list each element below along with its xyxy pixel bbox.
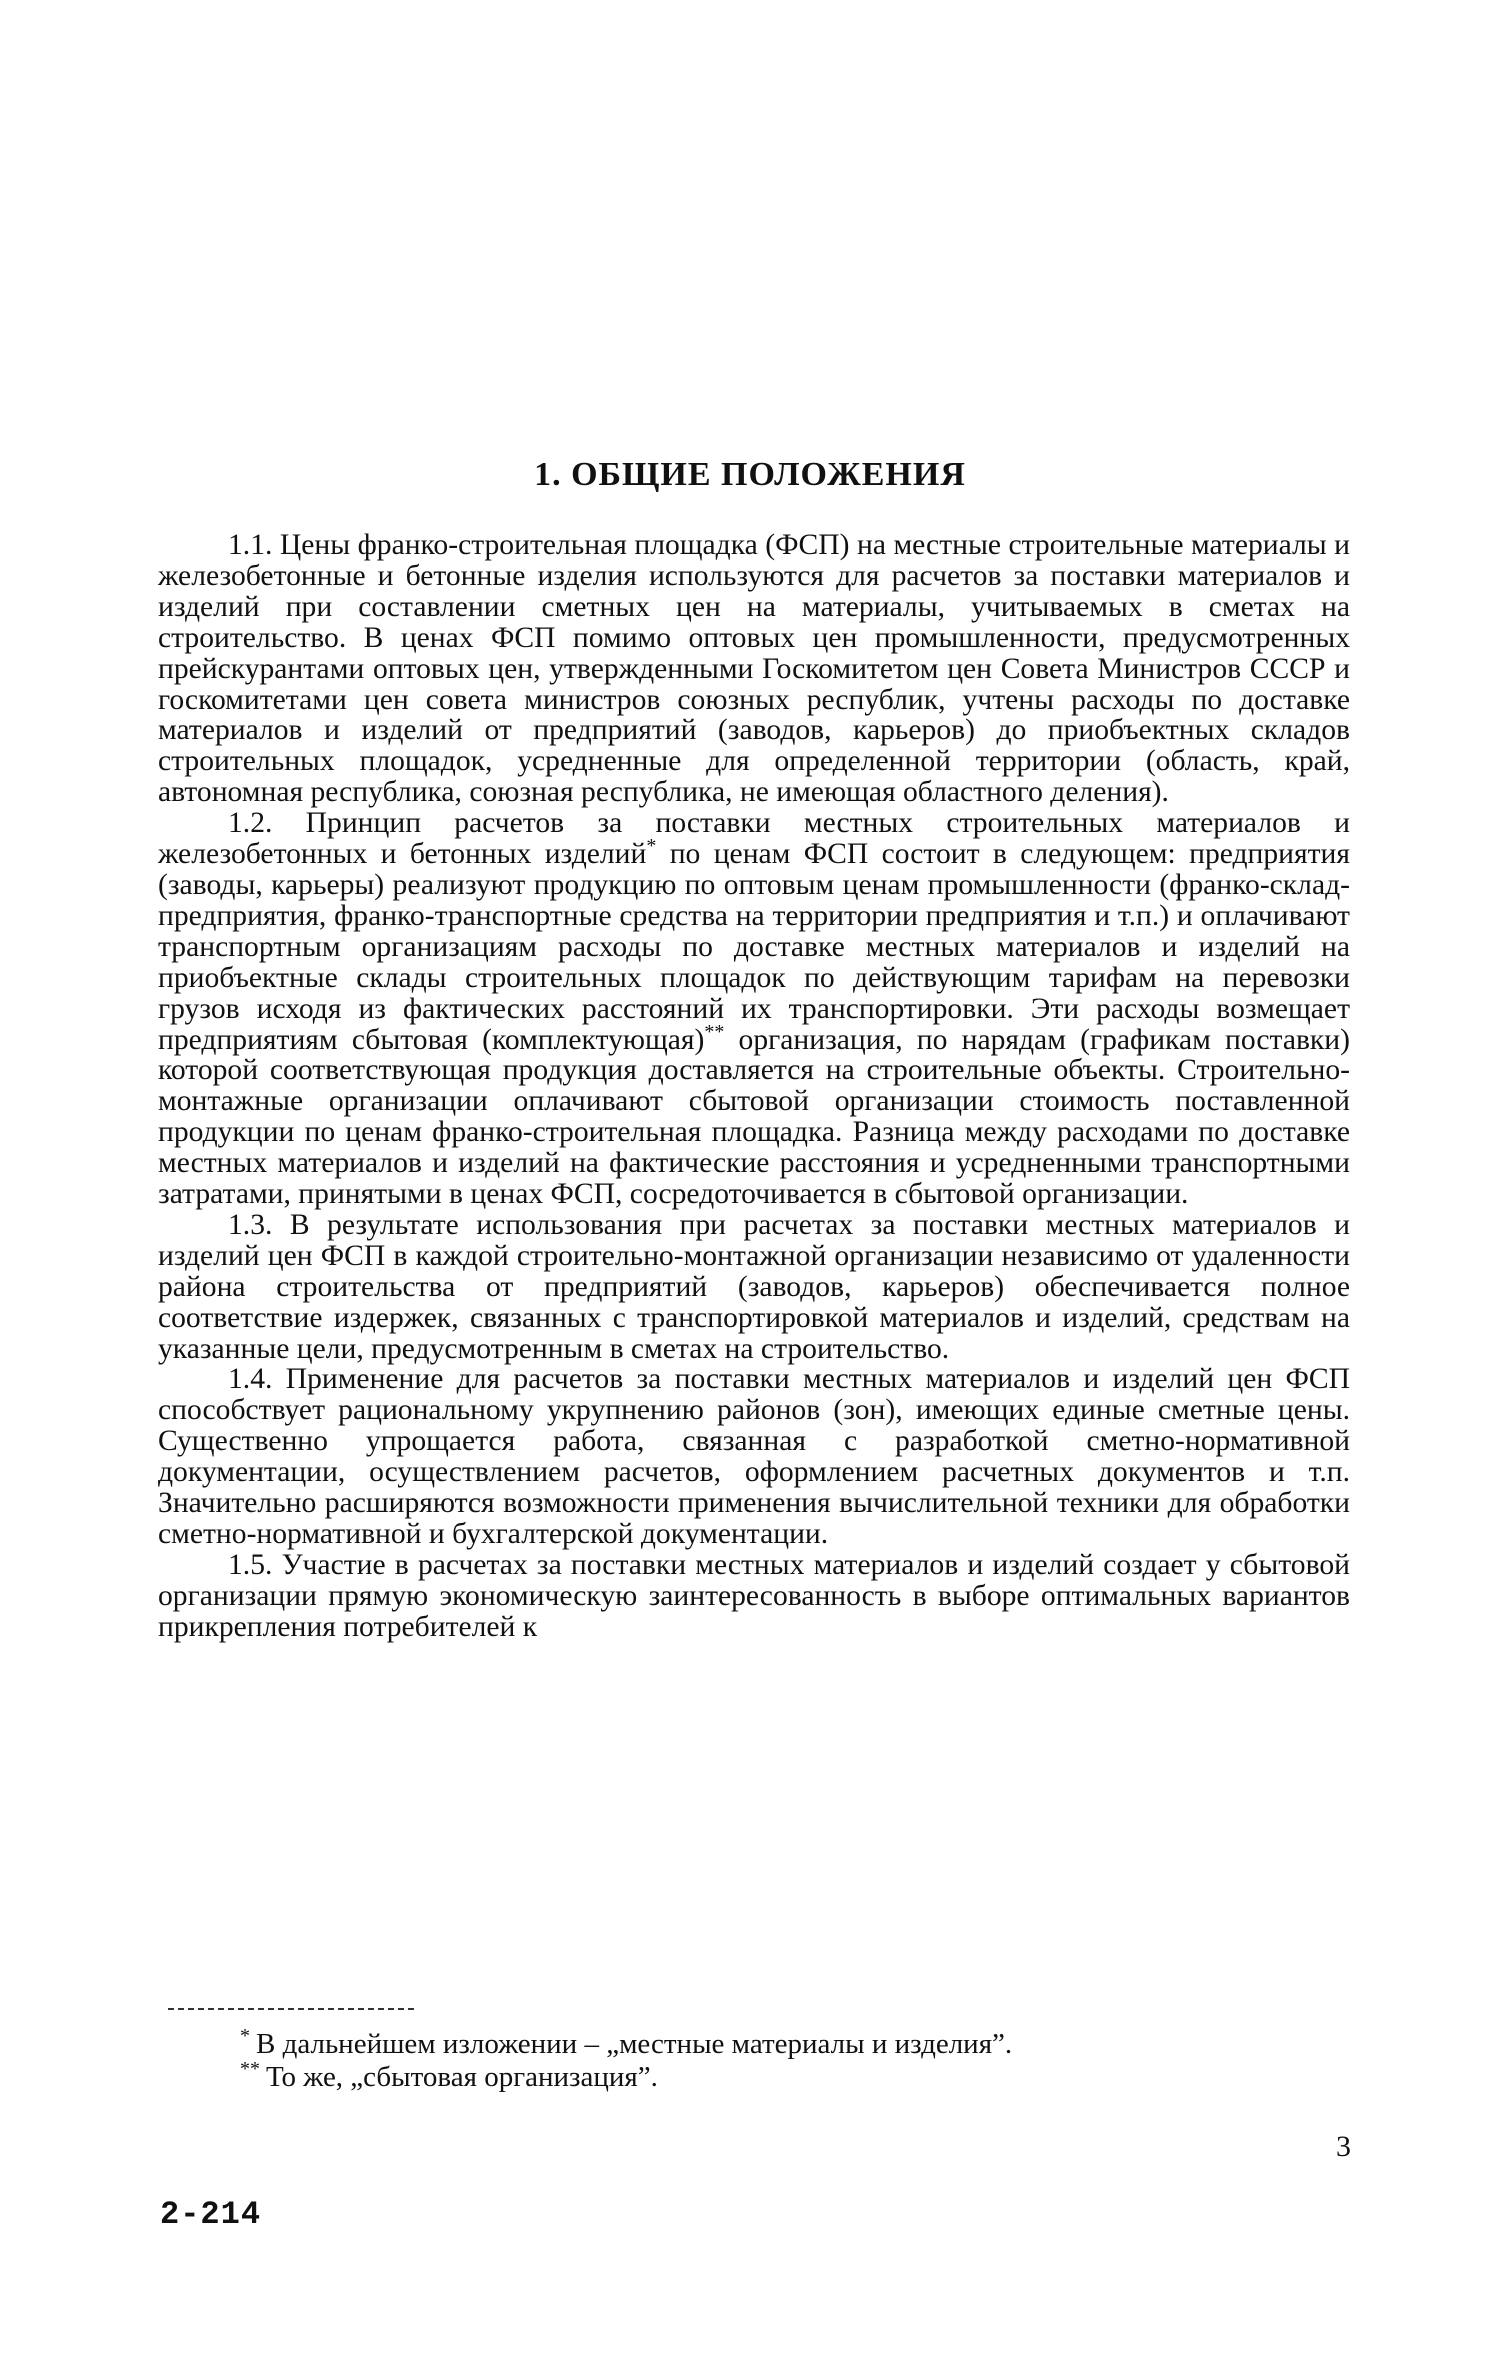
document-code: 2-214 xyxy=(160,2196,262,2233)
footnote-1 xyxy=(240,2025,1340,2061)
body-text xyxy=(158,530,1350,1643)
paragraph-number: 1.5. xyxy=(228,1548,273,1581)
paragraph-text: организация, по нарядам (графикам поставки) которой соответствующая продукция доставляется на строительные объекты. Строительно-монтажные организации оплачивают сбытовой организации стоимость поставленной продукции по ценам франко-строительная площадка. Разница между расходами по доставке местных материалов и изделий на фактические расстояния и усредненными транспортными затратами, принятыми в ценах ФСП, сосредоточивается в сбытовой организации. xyxy=(158,1023,1351,1211)
paragraph-text: Применение для расчетов за поставки местных материалов и изделий цен ФСП способствует рациональному укрупнению районов (зон), имеющих единые сметные цены. Существенно упрощается работа, связанная с разработкой сметно-нормативной документации, осуществлением расчетов, оформлением расчетных документов и т.п. Значительно расширяются возможности применения вычислительной техники для обработки сметно-нормативной и бухгалтерской документации. xyxy=(158,1363,1351,1550)
paragraph-number: 1.3. xyxy=(228,1208,273,1241)
footnote-2 xyxy=(240,2058,1340,2094)
footnote-mark: * xyxy=(240,2025,250,2048)
paragraph-text: по ценам ФСП состоит в следующем: предприятия (заводы, карьеры) реализуют продукцию по оптовым ценам промышленности (франко-склад-предприятия, франко-транспортные средства на территории предприятия и т.п.) и оплачивают транспортным организациям расходы по доставке местных материалов и изделий на приобъектные склады строительных площадок по действующим тарифам на перевозки грузов исходя из фактических расстояний их транспортировки. Эти расходы возмещает предприятиям сбытовая (комплектующая) xyxy=(158,838,1351,1056)
paragraph-text: Цены франко-строительная площадка (ФСП) на местные строительные материалы и железобетонные и бетонные изделия используются для расчетов за поставки материалов и изделий при составлении сметных цен на материалы, учитываемых в сметах на строительство. В ценах ФСП помимо оптовых цен промышленности, предусмотренных прейскурантами оптовых цен, утвержденными Госкомитетом цен Совета Министров СССР и госкомитетами цен совета министров союзных республик, учтены расходы по доставке материалов и изделий от предприятий (заводов, карьеров) до приобъектных складов строительных площадок, усредненные для определенной территории (область, край, автономная республика, союзная республика, не имеющая областного деления). xyxy=(158,529,1350,809)
paragraph-1-5 xyxy=(158,1550,1350,1643)
paragraph-text: В результате использования при расчетах за поставки местных материалов и изделий цен ФСП в каждой строительно-монтажной организации независимо от удаленности района строительства от предприятий (заводов, карьеров) обеспечивается полное соответствие издержек, связанных с транспортировкой материалов и изделий, средствам на указанные цели, предусмотренным в сметах на строительство. xyxy=(158,1208,1350,1365)
section-title: 1. ОБЩИЕ ПОЛОЖЕНИЯ xyxy=(534,456,966,493)
page-number: 3 xyxy=(1336,2130,1351,2163)
paragraph-number: 1.1. xyxy=(228,529,273,561)
footnotes xyxy=(240,2025,1340,2094)
paragraph-1-2 xyxy=(158,808,1350,1210)
footnote-mark: ** xyxy=(240,2058,260,2081)
footnote-mark-2: ** xyxy=(704,1020,725,1043)
paragraph-1-3 xyxy=(158,1210,1350,1365)
paragraph-1-1 xyxy=(158,530,1350,808)
paragraph-1-4 xyxy=(158,1364,1350,1549)
paragraph-number: 1.2. xyxy=(228,807,273,840)
paragraph-text: Участие в расчетах за поставки местных материалов и изделий создает у сбытовой организации прямую экономическую заинтересованность в выборе оптимальных вариантов прикрепления потребителей к xyxy=(158,1548,1350,1643)
footnote-divider xyxy=(168,2008,414,2010)
footnote-mark-1: * xyxy=(646,835,657,858)
paragraph-number: 1.4. xyxy=(228,1363,273,1396)
paragraph-text: Принцип расчетов за поставки местных строительных материалов и железобетонных и бетонных изделий xyxy=(158,807,1350,871)
footnote-text: То же, „сбытовая организация”. xyxy=(266,2061,658,2093)
footnote-text: В дальнейшем изложении – „местные материалы и изделия”. xyxy=(256,2028,1013,2060)
